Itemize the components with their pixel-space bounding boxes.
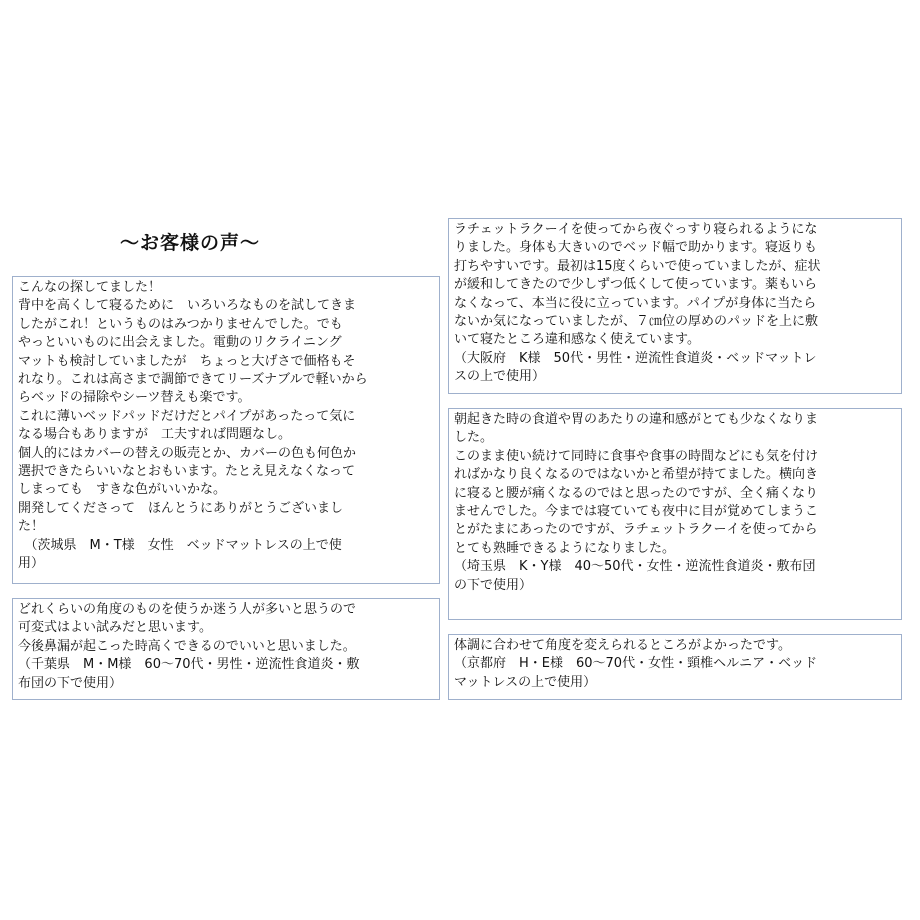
testimonial-line: た！ <box>18 519 45 535</box>
testimonial-box <box>448 408 902 620</box>
testimonial-line: こんなの探してました！ <box>18 280 162 295</box>
testimonial-line: 開発してくださって ほんとうにありがとうございまし <box>18 500 344 516</box>
testimonial-line: （茨城県 M・T様 女性 ベッドマットレスの上で使 <box>18 537 342 553</box>
testimonial-line: 布団の下で使用） <box>18 675 123 691</box>
page-title: ～お客様の声～ <box>120 232 261 254</box>
testimonial-line: 可変式はよい試みだと思います。 <box>18 620 212 636</box>
testimonial-line: やっといいものに出会えました。電動のリクライニング <box>18 335 342 351</box>
testimonial-line: 打ちやすいです。最初は15度くらいで使っていましたが、症状 <box>454 258 821 274</box>
testimonial-box <box>12 598 440 700</box>
testimonial-line: （京都府 H・E様 60～70代・女性・頸椎ヘルニア・ベッド <box>454 656 818 672</box>
testimonial-line: 選択できたらいいなとおもいます。たとえ見えなくなって <box>18 464 355 480</box>
testimonial-line: れなり。これは高さまで調節できてリーズナブルで軽いから <box>18 372 368 388</box>
testimonial-line: が緩和してきたので少しずつ低くして使っています。薬もいら <box>454 277 817 293</box>
testimonial-line: （千葉県 M・M様 60～70代・男性・逆流性食道炎・敷 <box>18 657 360 673</box>
testimonial-line: ないか気になっていましたが、７㎝位の厚めのパッドを上に敷 <box>454 314 819 330</box>
testimonial-line: りました。身体も大きいのでベッド幅で助かります。寝返りも <box>454 240 817 256</box>
testimonial-line: ればかなり良くなるのではないかと希望が持てました。横向き <box>454 467 819 483</box>
testimonial-line: したがこれ！というものはみつかりませんでした。でも <box>18 316 343 332</box>
testimonial-line: どれくらいの角度のものを使うか迷う人が多いと思うので <box>18 602 357 617</box>
testimonial-line: らベッドの掃除やシーツ替えも楽です。 <box>18 390 251 406</box>
testimonial-line: ませんでした。今までは寝ていても夜中に目が覚めてしまうこ <box>454 504 819 520</box>
testimonial-line: 用） <box>18 556 45 572</box>
testimonial-line: なくなって、本当に役に立っています。パイプが身体に当たら <box>454 295 817 311</box>
testimonial-line: 体調に合わせて角度を変えられるところがよかったです。 <box>454 638 791 653</box>
testimonial-line: このまま使い続けて同時に食事や食事の時間などにも気を付け <box>454 448 819 464</box>
testimonial-line: スの上で使用） <box>454 369 546 385</box>
testimonial-line: の下で使用） <box>454 577 533 593</box>
testimonial-line: マットも検討していましたが ちょっと大げさで価格もそ <box>18 353 356 369</box>
testimonial-box <box>448 218 902 394</box>
testimonial-line: マットレスの上で使用） <box>454 674 597 690</box>
testimonial-line: ラチェットラクーイを使ってから夜ぐっすり寝られるようにな <box>454 222 818 237</box>
testimonial-box <box>448 634 902 700</box>
testimonial-line: いて寝たところ違和感なく使えています。 <box>454 332 700 348</box>
testimonial-box <box>12 276 440 584</box>
testimonial-line: （埼玉県 K・Y様 40～50代・女性・逆流性食道炎・敷布団 <box>454 559 816 575</box>
testimonial-line: なる場合もありますが 工夫すれば問題なし。 <box>18 427 292 443</box>
testimonial-line: とがたまにあったのですが、ラチェットラクーイを使ってから <box>454 522 818 538</box>
testimonial-line: に寝ると腰が痛くなるのではと思ったのですが、全く痛くなり <box>454 485 819 501</box>
testimonial-line: とても熟睡できるようになりました。 <box>454 540 676 556</box>
testimonial-line: これに薄いベッドパッドだけだとパイプがあったって気に <box>18 408 356 424</box>
testimonial-line: しまっても すきな色がいいかな。 <box>18 482 227 498</box>
testimonial-line: 個人的にはカバーの替えの販売とか、カバーの色も何色か <box>18 445 357 461</box>
testimonial-line: した。 <box>454 430 494 446</box>
testimonial-line: 背中を高くして寝るために いろいろなものを試してきま <box>18 298 357 314</box>
testimonial-line: 朝起きた時の食道や胃のあたりの違和感がとても少なくなりま <box>454 412 819 427</box>
testimonial-line: 今後鼻漏が起こった時高くできるのでいいと思いました。 <box>18 638 356 654</box>
testimonial-line: （大阪府 K様 50代・男性・逆流性食道炎・ベッドマットレ <box>454 350 817 366</box>
